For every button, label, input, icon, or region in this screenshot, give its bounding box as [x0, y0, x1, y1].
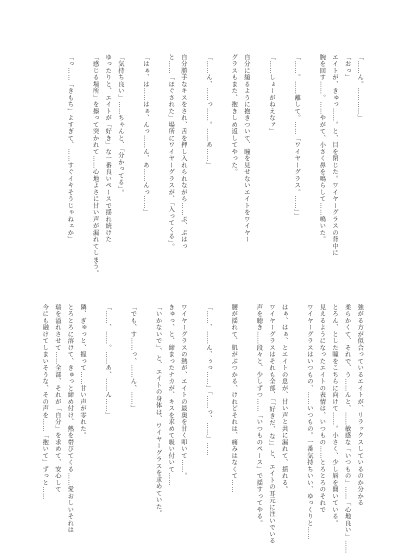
text-column: 「……ん。…………」 — [356, 54, 364, 122]
text-column: 自分勝手なキスをされ、舌を押し入れられながら……ぷ、ぷはっ — [179, 54, 187, 250]
text-column: と……「ほぐされた」場所にワイヤーグラスが、「入ってくる」。 — [167, 54, 175, 251]
text-column: 腰が揺れて、肌がぶつかる、けれどそれは、痛みはなくて…… — [230, 304, 238, 493]
text-column: 強がる方が似合っているエイトが、リラックスしているのか分かる — [356, 304, 364, 507]
text-column: 隣、ぎゅっと、握って……甘い声が零れた。 — [79, 304, 86, 439]
text-column: 「……しょーがねえなァ」 — [268, 54, 275, 135]
text-column: 「おっ」 — [343, 54, 351, 81]
text-column: 「……、……ん、ぅっ……」「……っ、……」…… — [205, 304, 212, 456]
text-column: 見えるようになったエイトの表情は、いつもの……とろとろのそれで — [318, 304, 326, 514]
text-column: ゆったりと、エイトが「好き」な一番良いペースで揺れ続けた — [104, 54, 112, 243]
text-column: 腕を回す……。……やがて、小さく鼻を鳴らして……鳴いた。 — [318, 54, 326, 243]
text-column: 「……。……離して。……「ワイヤーグラス。……」」 — [293, 54, 301, 220]
text-column: とろとろに溶けて、きゅっと締め付け、熱を帯びてくる……愛おしいそれは — [66, 304, 74, 534]
text-column: 「っ……「きもち」よすぎて、……すぐイキそうじゃねェか」 — [66, 54, 74, 243]
text-column: ワイヤーグラスはそれも全部、「「好きだ、な」」と、エイトの耳元に注いでいる — [268, 304, 275, 545]
text-column: 「いかないで」、と、エイトの身体は、ワイヤーグラスを求めていた。 — [154, 304, 162, 517]
text-column: 「……、……。……あ、……ん……」 — [104, 304, 112, 419]
text-column: 「気持ち良い」……ちゃんと、「分かってる」。 — [116, 54, 124, 197]
text-column: ワイヤーグラスはいつもの、……いつもの。一番気持ちいい、ゆっくりと…… — [305, 304, 313, 541]
text-column: 今にも融けてしまいそうな、その声を……「抱いて」ずっと…… — [41, 304, 49, 500]
text-column: 「……ん、……っ……。……あ……」 — [205, 54, 212, 169]
text-column: ワイヤーグラスの熱が、エイトの最奥を甘く叩いて……。 — [179, 304, 187, 480]
text-column: 自分に縋るように抱きついて、瞳を見せないエイトをワイヤー — [242, 54, 250, 243]
text-column: グラスもまた、抱きしめ返してやった。 — [230, 54, 238, 176]
text-column: きゅっ、と、締まったナカが、キスを求めて吸い付いて…… — [167, 304, 175, 487]
text-column: 「でも、す……っ、……ん、……」 — [129, 304, 137, 412]
text-column: 柔らかくて、それで、う……んと、……敏感な「いつもの」……「心地良い」…… — [343, 304, 351, 554]
text-column: はぁ、はぁ、とエイトの息が、甘い声と共に漏れて、揺れる。 — [280, 304, 288, 493]
text-column: 「はぁ、は……はぁ、んっ……ん、あ……んっ……」 — [142, 54, 149, 216]
text-column: 「感じる場所」を擦って突かれて……心地よさに甘い声が漏れてしまう。 — [91, 54, 99, 277]
text-column: エイトが、きゅっ……。と、目を閉じた。ワイヤーグラスの背中に — [331, 54, 338, 257]
text-column: 声を聴き……段々と、少しずつ……「いつものペース」で揺すってやる。 — [255, 304, 263, 527]
text-column: 瑞を溢れさせて……全部、それが「自分」を求めて、安心して — [53, 304, 61, 493]
text-column: とろん、とした瞳をこちらに向けて……。小さく、少し唇を開いている。 — [331, 304, 338, 527]
